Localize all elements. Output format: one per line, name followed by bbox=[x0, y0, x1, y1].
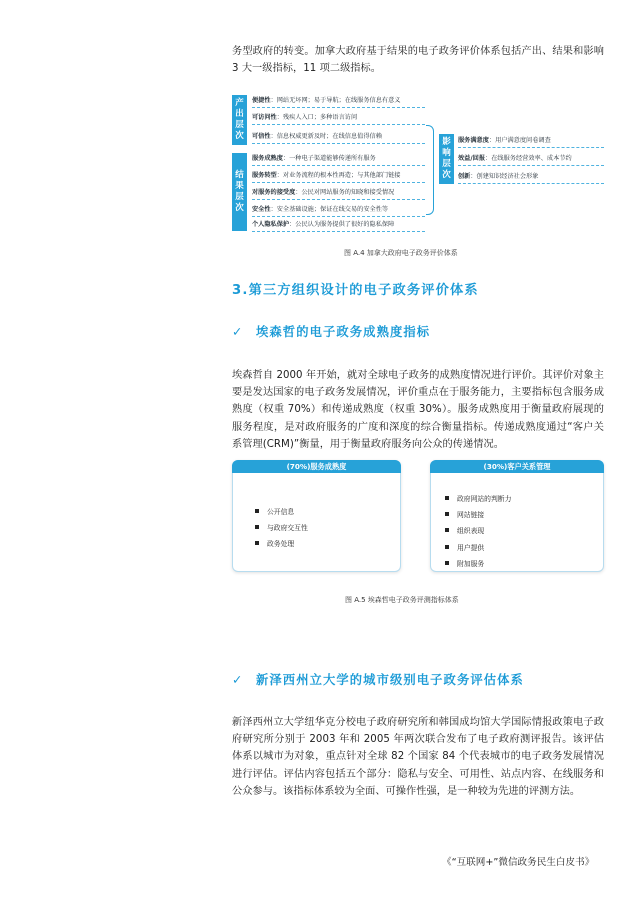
square-bullet-icon bbox=[445, 512, 449, 516]
indicator-row: 可访问性：残疾人入口；多种语言访问 bbox=[252, 112, 425, 125]
list-item: 政务处理 bbox=[255, 536, 308, 552]
footer-title: 《“互联网+”微信政务民生白皮书》 bbox=[442, 857, 595, 868]
rutgers-heading: ✓ 新泽西州立大学的城市级别电子政务评估体系 bbox=[232, 673, 524, 687]
indicator-row: 服务成熟度：一种电子渠道能够传递所有服务 bbox=[252, 153, 425, 166]
list-item: 用户提供 bbox=[445, 540, 511, 556]
square-bullet-icon bbox=[255, 509, 259, 513]
square-bullet-icon bbox=[445, 496, 449, 500]
indicator-row: 可信性：信息权威更新及时；在线信息值得信赖 bbox=[252, 131, 425, 144]
list-item: 政府网站的判断力 bbox=[445, 491, 511, 507]
crm-panel bbox=[430, 460, 604, 572]
square-bullet-icon bbox=[255, 525, 259, 529]
figure-a4-caption: 图 A.4 加拿大政府电子政务评价体系 bbox=[344, 249, 458, 257]
category-output: 产出层次 bbox=[232, 95, 247, 145]
list-item: 公开信息 bbox=[255, 504, 308, 520]
indicator-row: 便捷性：网站无坏网；易于导航；在线服务信息有意义 bbox=[252, 95, 425, 108]
indicator-row: 安全性：安全基础设施；保证在线交易的安全性等 bbox=[252, 204, 425, 217]
indicator-row: 对服务的接受度：公民对网站服务的知晓和接受情况 bbox=[252, 187, 425, 200]
list-item: 网站链接 bbox=[445, 507, 511, 523]
list-item: 附加服务 bbox=[445, 556, 511, 572]
square-bullet-icon bbox=[445, 528, 449, 532]
checkmark-icon: ✓ bbox=[232, 325, 244, 339]
list-item: 与政府交互性 bbox=[255, 520, 308, 536]
service-maturity-panel bbox=[232, 460, 401, 572]
category-impact: 影响层次 bbox=[439, 134, 454, 184]
list-item: 组织表现 bbox=[445, 523, 511, 539]
accenture-paragraph: 埃森哲自 2000 年开始，就对全球电子政务的成熟度情况进行评价。其评价对象主要是发达国家的电子政务发展情况，评价重点在于服务能力，主要指标包含服务成熟度（权重 70%）和传递成熟度（权重 30%）。服务成熟度用于衡量政府展现的服务程度，是对政府服务的广度和深度的综合衡量指标。传递成熟度通过“客户关系管理(CRM)”衡量，用于衡量政府服务向公众的传递情况。 bbox=[232, 370, 604, 450]
bracket-connector bbox=[426, 125, 434, 215]
intro-paragraph: 务型政府的转变。加拿大政府基于结果的电子政务评价体系包括产出、结果和影响 3 大一级指标，11 项二级指标。 bbox=[232, 46, 604, 75]
indicator-row: 服务转型：对业务流程的根本性再造；与其他部门链接 bbox=[252, 170, 425, 183]
indicator-row: 效益/回报：在线服务经营效率、成本节约 bbox=[458, 153, 604, 166]
figure-a5-caption: 图 A.5 埃森哲电子政务评测指标体系 bbox=[345, 596, 459, 604]
checkmark-icon: ✓ bbox=[232, 673, 244, 687]
figure-a4-canada-evaluation bbox=[232, 95, 604, 235]
panel-title: (70%)服务成熟度 bbox=[232, 460, 401, 473]
square-bullet-icon bbox=[445, 561, 449, 565]
square-bullet-icon bbox=[255, 541, 259, 545]
indicator-row: 服务满意度：用户满意度问卷调查 bbox=[458, 135, 604, 148]
indicator-row: 个人隐私保护：公民认为服务提供了很好的隐私保障 bbox=[252, 219, 425, 232]
square-bullet-icon bbox=[445, 545, 449, 549]
panel-title: (30%)客户关系管理 bbox=[430, 460, 604, 473]
category-result: 结果层次 bbox=[232, 153, 247, 231]
rutgers-paragraph: 新泽西州立大学纽华克分校电子政府研究所和韩国成均馆大学国际情报政策电子政府研究所分别于 2003 年和 2005 年两次联合发布了电子政府测评报告。该评估体系以城市为对象，重点针对全球 82 个国家 84 个代表城市的电子政务发展情况进行评估。评估内容包括五个部分：隐私与安全、可用性、站点内容、在线服务和公众参与。该指标体系较为全面、可操作性强，是一种较为先进的评测方法。 bbox=[232, 717, 604, 797]
accenture-heading: ✓ 埃森哲的电子政务成熟度指标 bbox=[232, 325, 431, 339]
indicator-row: 创新：创建知识经济社会形象 bbox=[458, 171, 604, 184]
section-title: 3.第三方组织设计的电子政务评价体系 bbox=[232, 283, 479, 298]
